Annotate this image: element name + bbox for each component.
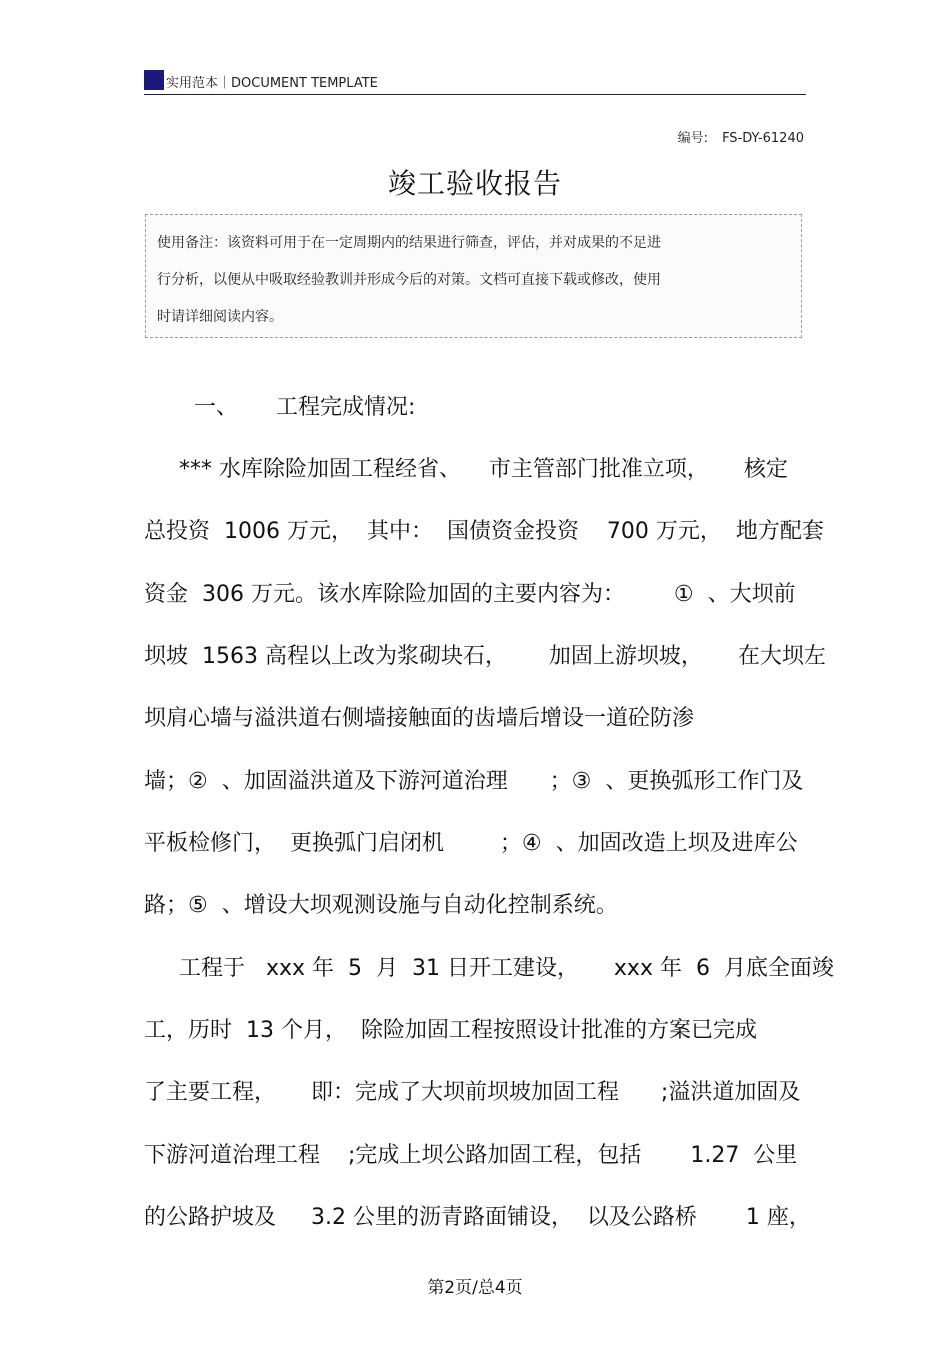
section-heading-text: 工程完成情况: [276, 395, 416, 420]
usage-note-text [157, 225, 747, 336]
note-line: 使用备注：该资料可用于在一定周期内的结果进行筛查，评估，并对成果的不足进 [157, 235, 661, 251]
body-line: 墙；② 、加固溢洪道及下游河道治理 ；③ 、更换弧形工作门及 [144, 769, 804, 794]
page-footer: 第2页/总4页 [427, 1278, 523, 1298]
page-title: 竣工验收报告 [387, 167, 562, 200]
body-line: 坝肩心墙与溢洪道右侧墙接触面的齿墙后增设一道砼防渗 [144, 706, 695, 731]
body-line: 的公路护坡及 3.2 公里的沥青路面铺设， 以及公路桥 1 座， [144, 1205, 811, 1230]
body-line: 总投资 1006 万元， 其中： 国债资金投资 700 万元， 地方配套 [144, 519, 824, 544]
page-header [144, 70, 806, 95]
section-heading [194, 390, 415, 421]
body-line: 下游河道治理工程 ;完成上坝公路加固工程，包括 1.27 公里 [144, 1143, 798, 1168]
body-line: 了主要工程， 即：完成了大坝前坝坡加固工程 ;溢洪道加固及 [144, 1080, 801, 1105]
body-line: 资金 306 万元。该水库除险加固的主要内容为： ① 、大坝前 [144, 582, 796, 607]
document-number-label: 编号: [677, 131, 709, 146]
usage-note-box [145, 214, 802, 338]
header-logo-square [144, 70, 164, 90]
note-line: 时请详细阅读内容。 [157, 309, 283, 325]
header-text: 实用范本｜DOCUMENT TEMPLATE [166, 76, 378, 91]
body-line: 坝坡 1563 高程以上改为浆砌块石， 加固上游坝坡， 在大坝左 [144, 644, 826, 669]
section-number: 一、 [194, 395, 239, 420]
body-line: 路；⑤ 、增设大坝观测设施与自动化控制系统。 [144, 893, 618, 918]
body-line: 平板检修门， 更换弧门启闭机 ；④ 、加固改造上坝及进库公 [144, 831, 798, 856]
body-line: 工程于 xxx 年 5 月 31 日开工建设， xxx 年 6 月底全面竣 [144, 956, 834, 981]
document-number [678, 127, 804, 146]
document-number-value: FS-DY-61240 [722, 131, 804, 146]
body-line: *** 水库除险加固工程经省、 市主管部门批准立项， 核定 [144, 457, 788, 482]
note-line: 行分析，以便从中吸取经验教训并形成今后的对策。文档可直接下载或修改，使用 [157, 272, 661, 288]
body-line: 工，历时 13 个月， 除险加固工程按照设计批准的方案已完成 [144, 1018, 757, 1043]
